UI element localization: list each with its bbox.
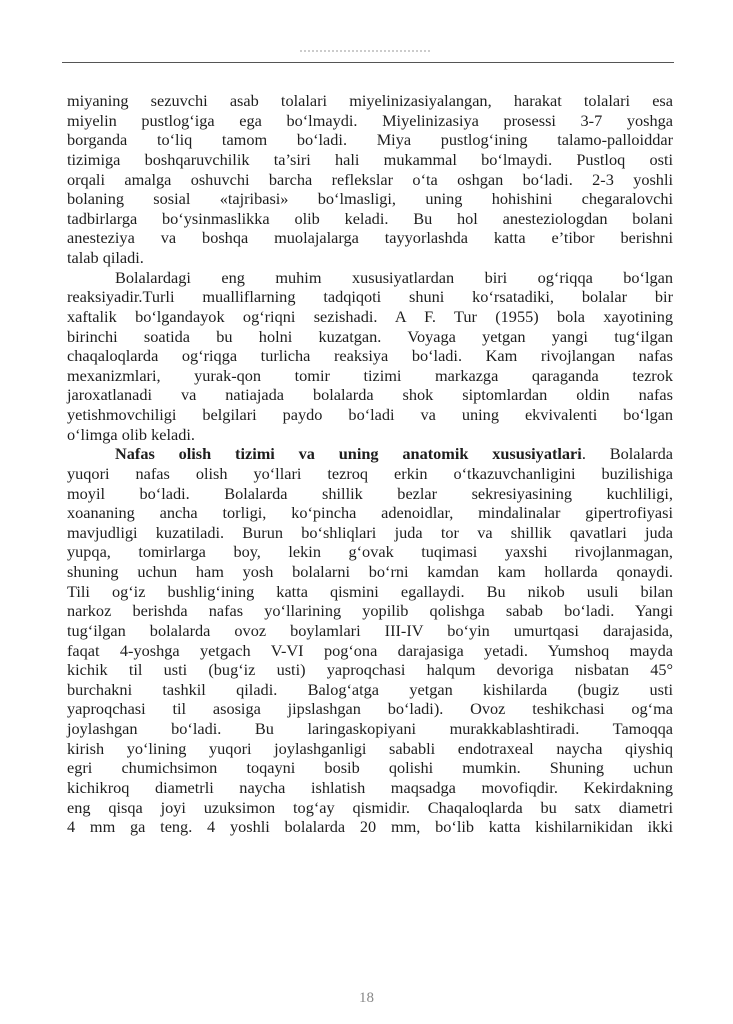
section-heading: Nafas olish tizimi va uning anatomik xususiyatlari (115, 444, 582, 464)
text-line: yupqa, tomirlarga boy, lekin g‘ovak tuqimasi yaxshi rivojlanmagan, (67, 542, 673, 562)
text-line: joylashgan bo‘ladi. Bu laringaskopiyani murakkablashtiradi. Tamoqqa (67, 719, 673, 738)
text-line: faqat 4-yoshga yetgach V-VI pog‘ona darajasiga yetadi. Yumshoq mayda (67, 640, 673, 660)
text-line: tizimiga boshqaruvchilik ta’siri hali mukammal bo‘lmaydi. Pustloq osti (67, 149, 673, 169)
text-line: anesteziya va boshqa muolajalarga tayyorlashda katta e’tibor berishni (67, 228, 673, 248)
text-line: birinchi soatida bu holni kuzatgan. Voyaga yetgan yangi tug‘ilgan (67, 326, 673, 346)
body-text (67, 91, 673, 837)
text-line: yuqori nafas olish yo‘llari tezroq erkin o‘tkazuvchanligini buzilishiga (67, 463, 673, 483)
text-line: kichik til usti (bug‘iz usti) yaproqchasi halqum devoriga nisbatan 45° (67, 660, 673, 680)
page-number: 18 (359, 990, 374, 1006)
running-header (300, 50, 430, 60)
heading-continuation: . Bolalarda (581, 444, 673, 464)
header-rule (62, 62, 674, 63)
text-line: bolaning sosial «tajribasi» bo‘lmasligi, uning hohishini chegaralovchi (67, 189, 673, 209)
text-line (67, 444, 673, 464)
text-line: chaqaloqlarda og‘riqga turlicha reaksiya bo‘ladi. Kam rivojlangan nafas (67, 346, 673, 366)
text-line: borganda to‘liq tamom bo‘ladi. Miya pustlog‘ining talamo-palloiddar (67, 130, 673, 150)
text-line: mavjudligi kuzatiladi. Burun bo‘shliqlari juda tor va shillik qavatlari juda (67, 522, 673, 542)
text-line: burchakni tashkil qiladi. Balog‘atga yetgan kishilarda (bugiz usti (67, 679, 673, 699)
text-line: o‘limga olib keladi. (67, 424, 195, 444)
paragraph (67, 268, 673, 445)
text-line: jaroxatlanadi va natiajada bolalarda shok siptomlardan oldin nafas (67, 385, 673, 405)
text-line: mexanizmlari, yurak-qon tomir tizimi markazga qaraganda tezrok (67, 365, 673, 385)
text-line: Tili og‘iz bushlig‘ining katta qismini egallaydi. Bu nikob usuli bilan (67, 581, 673, 601)
paragraph (67, 444, 673, 837)
text-line: narkoz berishda nafas yo‘llarining yopilib qolishga sabab bo‘ladi. Yangi (67, 601, 673, 621)
text-line: yetishmovchiligi belgilari paydo bo‘ladi va uning ekvivalenti bo‘lgan (67, 405, 673, 424)
text-line: orqali amalga oshuvchi barcha reflekslar o‘ta oshgan bo‘ladi. 2-3 yoshli (67, 169, 673, 189)
text-line: 4 mm ga teng. 4 yoshli bolalarda 20 mm, bo‘lib katta kishilarnikidan ikki (67, 817, 673, 837)
text-line: shuning uchun ham yosh bolalarni bo‘rni kamdan kam hollarda qonaydi. (67, 562, 673, 581)
text-line: miyaning sezuvchi asab tolalari miyelinizasiyalangan, harakat tolalari esa (67, 91, 673, 110)
text-line: talab qiladi. (67, 248, 144, 267)
text-line: reaksiyadir.Turli mualliflarning tadqiqoti shuni ko‘rsatadiki, bolalar bir (67, 287, 673, 307)
text-line: yaproqchasi til asosiga jipslashgan bo‘ladi). Ovoz teshikchasi og‘ma (67, 699, 673, 719)
paragraph (67, 91, 673, 268)
text-line: eng qisqa joyi uzuksimon tog‘ay qismidir. Chaqaloqlarda bu satx diametri (67, 797, 673, 817)
text-line: miyelin pustlog‘iga ega bo‘lmaydi. Miyelinizasiya prosessi 3-7 yoshga (67, 110, 673, 130)
text-line: xaftalik bo‘lgandayok og‘riqni sezishadi. A F. Tur (1955) bola xayotining (67, 306, 673, 326)
text-line: xoananing ancha torligi, ko‘pincha adenoidlar, mindalinalar gipertrofiyasi (67, 503, 673, 523)
text-line: kirish yo‘lining yuqori joylashganligi sababli endotraxeal naycha qiyshiq (67, 738, 673, 758)
text-line: tug‘ilgan bolalarda ovoz boylamlari III-IV bo‘yin umurtqasi darajasida, (67, 620, 673, 640)
text-line: tadbirlarga bo‘ysinmaslikka olib keladi. Bu hol anesteziologdan bolani (67, 208, 673, 228)
text-line: Bolalardagi eng muhim xususiyatlardan biri og‘riqqa bo‘lgan (115, 267, 673, 287)
text-line: egri chumichsimon toqayni bosib qolishi mumkin. Shuning uchun (67, 758, 673, 778)
text-line: kichikroq diametrli naycha ishlatish maqsadga movofiqdir. Kekirdakning (67, 777, 673, 797)
text-line: moyil bo‘ladi. Bolalarda shillik bezlar sekresiyasining kuchliligi, (67, 483, 673, 503)
